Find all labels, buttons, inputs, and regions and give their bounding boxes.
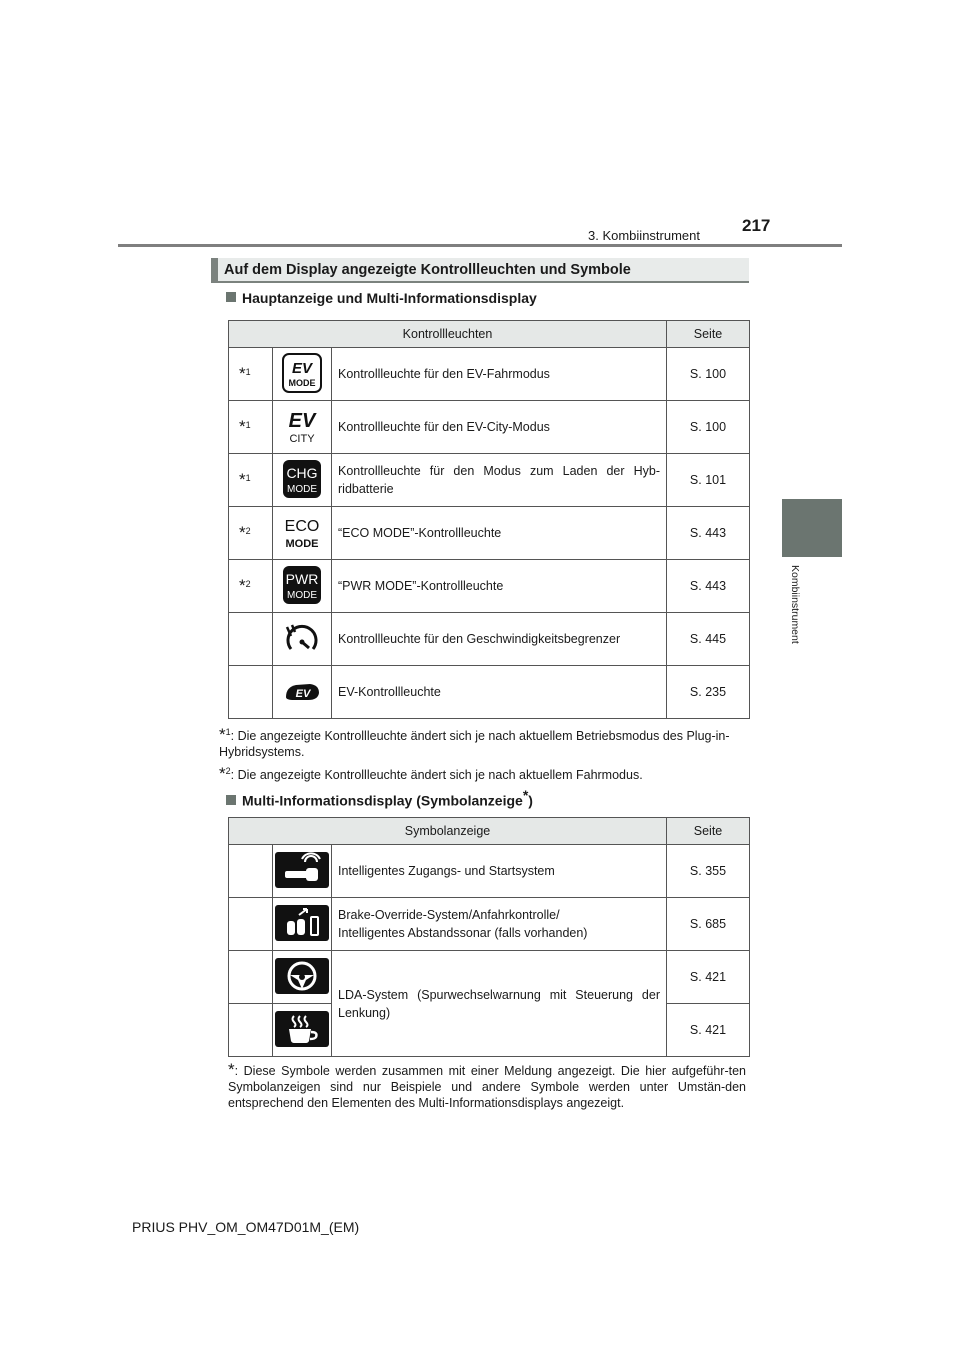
footnote-marker: $*_2$ <box>229 560 273 613</box>
svg-text:EV: EV <box>288 409 316 432</box>
svg-text:PWR: PWR <box>285 570 319 587</box>
speed-limiter-icon <box>273 613 332 666</box>
ev-indicator-icon <box>273 666 332 719</box>
table-row <box>229 348 750 401</box>
table-row <box>229 507 750 560</box>
column-header-indicators: Kontrollleuchten <box>229 321 667 348</box>
subheading-symbol-display: Multi-Informationsdisplay (Symbolanzeige*) <box>226 787 533 809</box>
table-row <box>229 613 750 666</box>
row-description: Brake-Override-System/Anfahrkontrolle/ Intelligentes Abstandssonar (falls vorhanden) <box>332 898 667 951</box>
column-header-symbols: Symbolanzeige <box>229 818 667 845</box>
page-reference: S. 443 <box>667 507 750 560</box>
page-reference: S. 101 <box>667 454 750 507</box>
brake-override-icon <box>273 898 332 951</box>
page-reference: S. 685 <box>667 898 750 951</box>
page-reference: S. 443 <box>667 560 750 613</box>
eco-mode-icon <box>273 507 332 560</box>
row-description: Kontrollleuchte für den EV-City-Modus <box>332 401 667 454</box>
page-reference: S. 100 <box>667 348 750 401</box>
symbol-table <box>228 817 750 1057</box>
svg-text:CITY: CITY <box>289 432 315 445</box>
subheading-square-icon <box>226 292 236 302</box>
footnote-marker: $*_1$ <box>229 454 273 507</box>
subheading-main-display <box>226 290 537 306</box>
svg-text:MODE: MODE <box>288 377 316 388</box>
page-reference: S. 100 <box>667 401 750 454</box>
chapter-tab-label: Kombiinstrument <box>789 565 801 644</box>
subheading-square-icon <box>226 795 236 805</box>
steering-wheel-icon <box>273 951 332 1004</box>
row-description: LDA-System (Spurwechselwarnung mit Steuerung der Lenkung) <box>332 951 667 1057</box>
ev-city-icon <box>273 401 332 454</box>
row-description: Kontrollleuchte für den Modus zum Laden der Hyb-ridbatterie <box>332 454 667 507</box>
table-row <box>229 454 750 507</box>
page-reference: S. 445 <box>667 613 750 666</box>
page-reference: S. 355 <box>667 845 750 898</box>
page-number: 217 <box>742 216 771 235</box>
subheading-text: Hauptanzeige und Multi-Informationsdisplay <box>242 290 537 306</box>
page-reference: S. 235 <box>667 666 750 719</box>
indicator-table <box>228 320 750 719</box>
section-banner-underline <box>211 281 749 283</box>
row-description: Kontrollleuchte für den EV-Fahrmodus <box>332 348 667 401</box>
svg-text:MODE: MODE <box>285 537 319 550</box>
footnote-1: *$^1$: Die angezeigte Kontrollleuchte ändert sich je nach aktuellem Betriebsmodus des Plug-in-Hybridsystems. <box>219 725 730 760</box>
section-title: Auf dem Display angezeigte Kontrollleuchten und Symbole <box>224 262 631 278</box>
page-reference: S. 421 <box>667 951 750 1004</box>
footnote-marker: $*_1$ <box>229 348 273 401</box>
pwr-mode-icon <box>273 560 332 613</box>
table-row <box>229 898 750 951</box>
row-description: “ECO MODE”-Kontrollleuchte <box>332 507 667 560</box>
header-rule <box>118 244 842 247</box>
svg-text:MODE: MODE <box>287 589 317 601</box>
column-header-page: Seite <box>667 818 750 845</box>
chapter-tab-number: 3 <box>773 518 779 529</box>
table-row <box>229 951 750 1004</box>
row-description: “PWR MODE”-Kontrollleuchte <box>332 560 667 613</box>
running-header-section: 3. Kombiinstrument <box>588 228 700 243</box>
row-description: Kontrollleuchte für den Geschwindigkeitsbegrenzer <box>332 613 667 666</box>
footnote-marker <box>229 666 273 719</box>
table-row <box>229 845 750 898</box>
chg-mode-icon <box>273 454 332 507</box>
svg-text:ECO: ECO <box>284 517 320 535</box>
chapter-tab <box>782 499 842 557</box>
svg-text:CHG: CHG <box>286 464 318 481</box>
column-header-page: Seite <box>667 321 750 348</box>
ev-mode-icon <box>273 348 332 401</box>
footnote-2: *$^2$: Die angezeigte Kontrollleuchte ändert sich je nach aktuellem Fahrmodus. <box>219 764 643 784</box>
document-code: PRIUS PHV_OM_OM47D01M_(EM) <box>132 1219 360 1235</box>
table-row <box>229 666 750 719</box>
footnote-3: *: Diese Symbole werden zusammen mit einer Meldung angezeigt. Die hier aufgeführ-ten Symbolanzeigen sind nur Beispiele und andere Symbole werden unter Umstän-den entsprechend den Elementen des Multi-Informationsdisplays angezeigt. <box>228 1060 746 1110</box>
table-row <box>229 401 750 454</box>
svg-text:EV: EV <box>295 687 311 700</box>
footnote-marker <box>229 613 273 666</box>
section-banner-bar <box>211 258 218 283</box>
svg-text:MODE: MODE <box>287 483 317 495</box>
page-reference: S. 421 <box>667 1004 750 1057</box>
smart-key-icon <box>273 845 332 898</box>
row-description: EV-Kontrollleuchte <box>332 666 667 719</box>
footnote-marker: $*_2$ <box>229 507 273 560</box>
row-description: Intelligentes Zugangs- und Startsystem <box>332 845 667 898</box>
table-row <box>229 560 750 613</box>
footnote-marker: $*_1$ <box>229 401 273 454</box>
svg-text:EV: EV <box>291 359 313 377</box>
coffee-cup-icon <box>273 1004 332 1057</box>
